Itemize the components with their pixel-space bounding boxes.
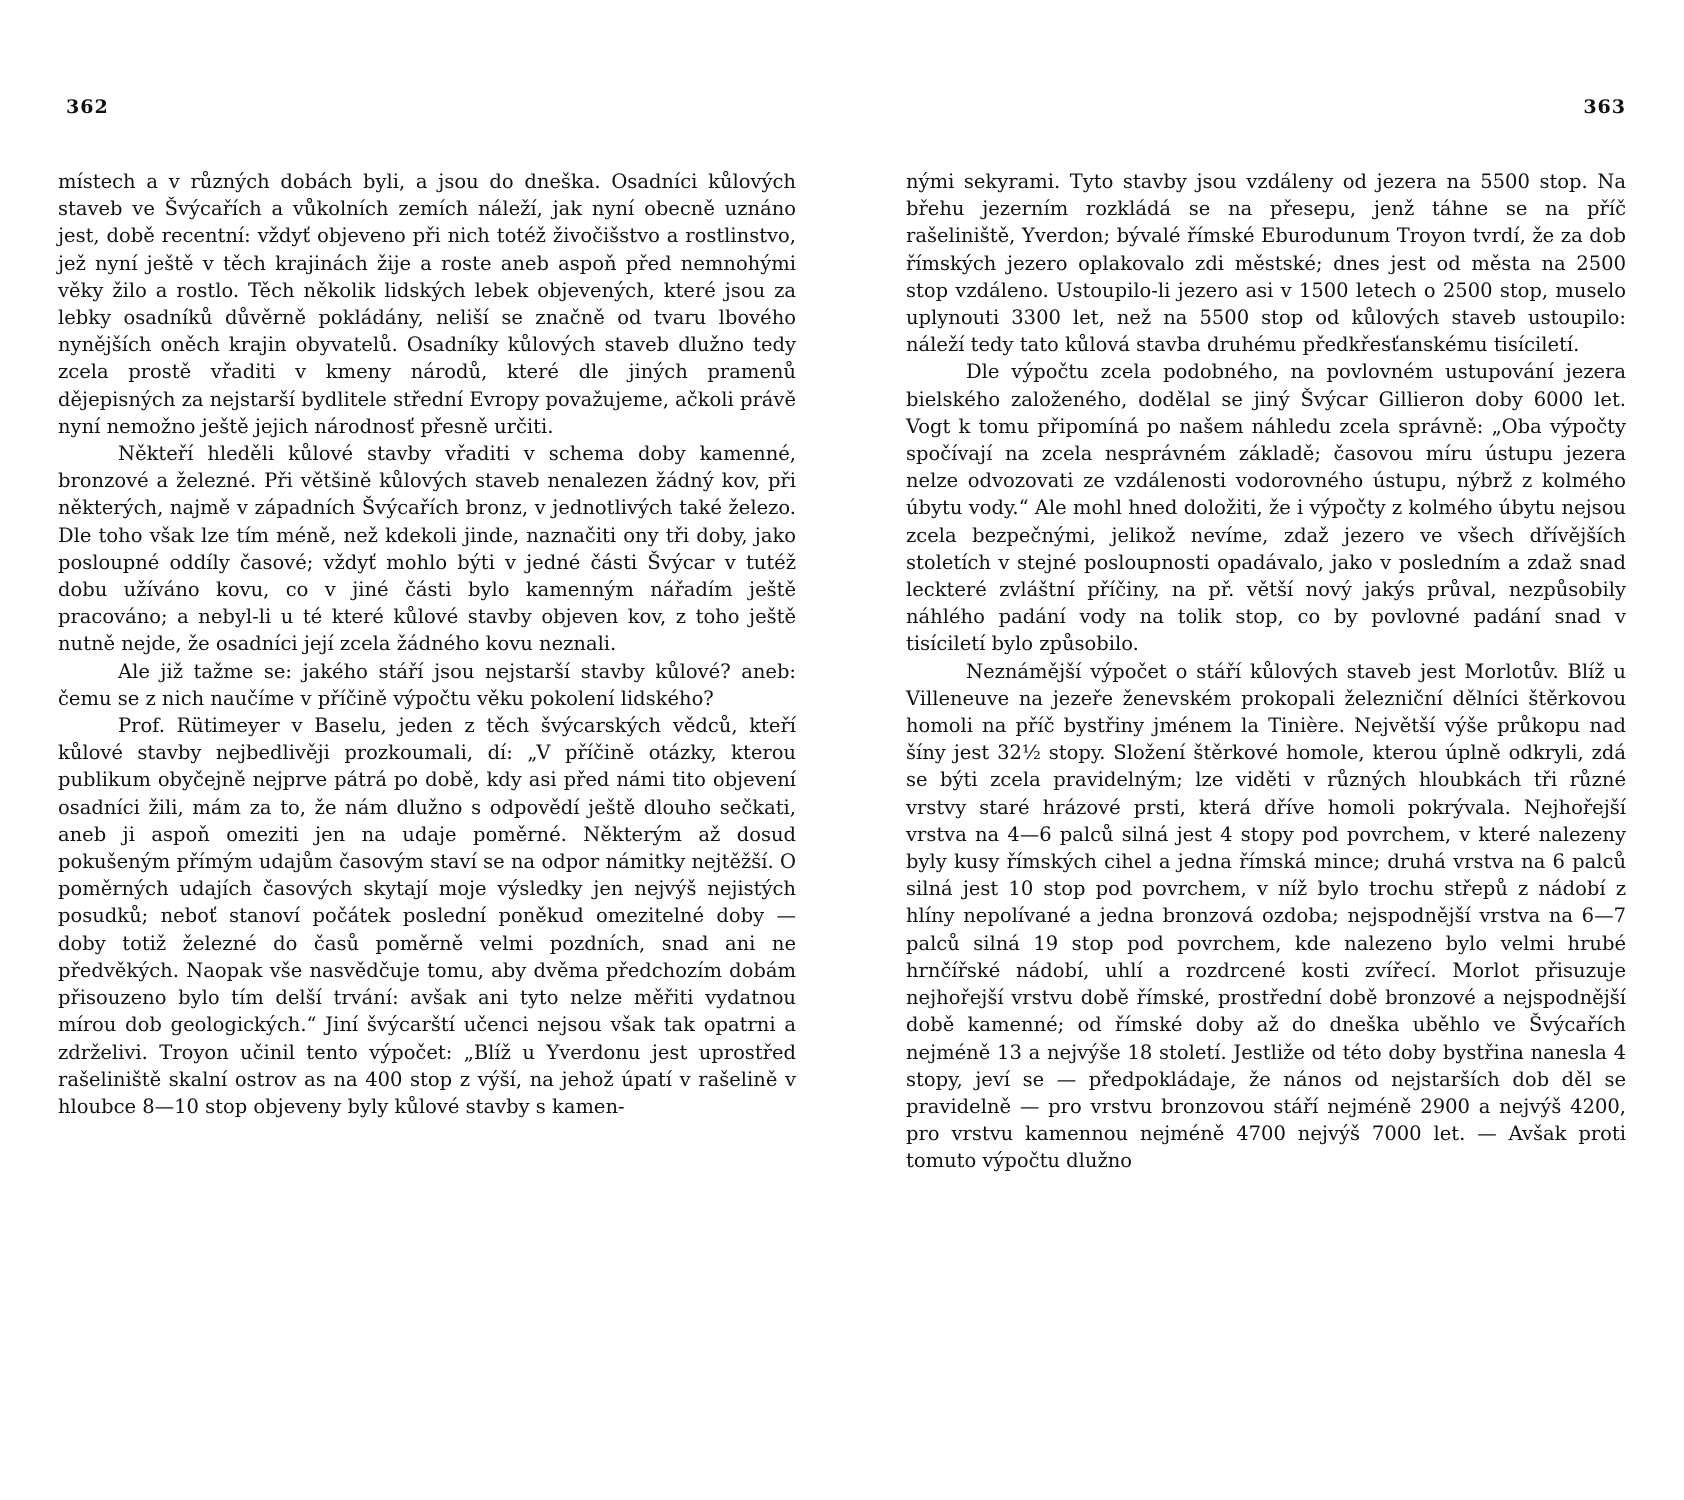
page-body: [58, 168, 796, 1120]
right-page: [906, 0, 1626, 1500]
page-number: 362: [66, 96, 109, 118]
paragraph: nými sekyrami. Tyto stavby jsou vzdáleny od jezera na 5500 stop. Na břehu jezerním rozkládá se na přesepu, jenž táhne se na příč rašeliniště, Yverdon; bývalé římské Eburodunum Troyon tvrdí, že za dob římských jezero oplakovalo zdi městské; dnes jest od města na 2500 stop vzdáleno. Ustoupilo-li jezero asi v 1500 letech o 2500 stop, muselo uplynouti 3300 let, než na 5500 stop od kůlových staveb ustoupilo: náleží tedy tato kůlová stavba druhému předkřesťanskému tisíciletí.: [906, 170, 1626, 357]
paragraph: Prof. Rütimeyer v Baselu, jeden z těch švýcarských vědců, kteří kůlové stavby nejbedlivěji prozkoumali, dí: „V příčině otázky, kterou publikum obyčejně nejprve pátrá po době, kdy asi před námi tito objevení osadníci žili, mám za to, že nám dlužno s odpovědí ještě dlouho sečkati, aneb ji aspoň omeziti jen na udaje poměrné. Některým až dosud pokušeným přímým udajům časovým staví se na odpor námitky nejtěžší. O poměrných udajích časových skytají moje výsledky jen nejvýš nejistých posudků; neboť stanoví počátek poslední poněkud omezitelné doby — doby totiž železné do časů poměrně velmi pozdních, snad ani ne předvěkých. Naopak vše nasvědčuje tomu, aby dvěma předchozím dobám přisouzeno bylo tím delší trvání: avšak ani tyto nelze měřiti vydatnou mírou dob geologických.“ Jiní švýcarští učenci nejsou však tak opatrni a zdrželivi. Troyon učinil tento výpočet: „Blíž u Yverdonu jest uprostřed rašeliniště skalní ostrov as na 400 stop z výší, na jehož úpatí v rašelině v hloubce 8—10 stop objeveny byly kůlové stavby s kamen-: [58, 714, 796, 1118]
paragraph: místech a v různých dobách byli, a jsou do dneška. Osadníci kůlových staveb ve Švýcařích a vůkolních zemích náleží, jak nyní obecně uznáno jest, době recentní: vždyť objeveno při nich totéž živočišstvo a rostlinstvo, jež nyní ještě v těch krajinách žije a roste aneb aspoň před nemnohými věky žilo a rostlo. Těch několik lidských lebek objevených, které jsou za lebky osadníků důvěrně pokládány, neliší se značně od tvaru lbového nynějších oněch krajin obyvatelů. Osadníky kůlových staveb dlužno tedy zcela prostě vřaditi v kmeny národů, které dle jiných pramenů dějepisných za nejstarší bydlitele střední Evropy považujeme, ačkoli právě nyní nemožno ještě jejich národnosť přesně určiti.: [58, 170, 796, 438]
page-number: 363: [1583, 96, 1626, 118]
page-body: [906, 168, 1626, 1175]
paragraph: Někteří hleděli kůlové stavby vřaditi v schema doby kamenné, bronzové a železné. Při většině kůlových staveb nenalezen žádný kov, při některých, najmě v západních Švýcařích bronz, v jednotlivých také železo. Dle toho však lze tím méně, než kdekoli jinde, naznačiti ony tři doby, jako posloupné oddíly časové; vždyť mohlo býti v jedné části Švýcar v tutéž dobu užíváno kovu, co v jiné části bylo kamenným nářadím ještě pracováno; a nebyl-li u té které kůlové stavby objeven kov, z toho ještě nutně nejde, že osadníci její zcela žádného kovu neznali.: [58, 442, 796, 656]
paragraph: Neznámější výpočet o stáří kůlových staveb jest Morlotův. Blíž u Villeneuve na jezeře ženevském prokopali železniční dělníci štěrkovou homoli na příč bystřiny jménem la Tinière. Největší výše průkopu nad šíny jest 32½ stopy. Složení štěrkové homole, kterou úplně odkryli, zdá se býti zcela pravidelným; lze viděti v různých hloubkách tři různé vrstvy staré hrázové prsti, která dříve homoli pokrývala. Nejhořejší vrstva na 4—6 palců silná jest 4 stopy pod povrchem, v které nalezeny byly kusy římských cihel a jedna římská mince; druhá vrstva na 6 palců silná jest 10 stop pod povrchem, v níž bylo trochu střepů z nádobí z hlíny nepolívané a jedna bronzová ozdoba; nejspodnější vrstva na 6—7 palců silná 19 stop pod povrchem, kde nalezeno bylo velmi hrubé hrnčířské nádobí, uhlí a rozdrcené kosti zvířecí. Morlot přisuzuje nejhořejší vrstvu době římské, prostřední době bronzové a nejspodnější době kamenné; od římské doby až do dneška uběhlo ve Švýcařích nejméně 13 a nejvýše 18 století. Jestliže od této doby bystřina nanesla 4 stopy, jeví se — předpokládaje, že nános od nejstarších dob děl se pravidelně — pro vrstvu bronzovou stáří nejméně 2900 a nejvýš 4200, pro vrstvu kamennou nejméně 4700 nejvýš 7000 let. — Avšak proti tomuto výpočtu dlužno: [906, 659, 1626, 1173]
paragraph: Dle výpočtu zcela podobného, na povlovném ustupování jezera bielského založeného, dodělal se jiný Švýcar Gillieron doby 6000 let. Vogt k tomu připomíná po našem náhledu zcela správně: „Oba výpočty spočívají na zcela nesprávném základě; časovou míru ústupu jezera nelze odvozovati ze vzdálenosti vodorovného ústupu, nýbrž z kolmého úbytu vody.“ Ale mohl hned doložiti, že i výpočty z kolmého úbytu nejsou zcela bezpečnými, jelikož nevíme, zdaž jezero ve všech dřívějších stoletích v stejné posloupnosti opadávalo, jako v posledním a zdaž snad leckteré zvláštní příčiny, na př. větší nový jakýs průval, nezpůsobily náhlého padání vody na tolik stop, co by povlovné padání snad v tisíciletí bylo způsobilo.: [906, 360, 1626, 656]
left-page: [58, 0, 796, 1500]
paragraph: Ale již tažme se: jakého stáří jsou nejstarší stavby kůlové? aneb: čemu se z nich naučíme v příčině výpočtu věku pokolení lidského?: [58, 659, 796, 710]
